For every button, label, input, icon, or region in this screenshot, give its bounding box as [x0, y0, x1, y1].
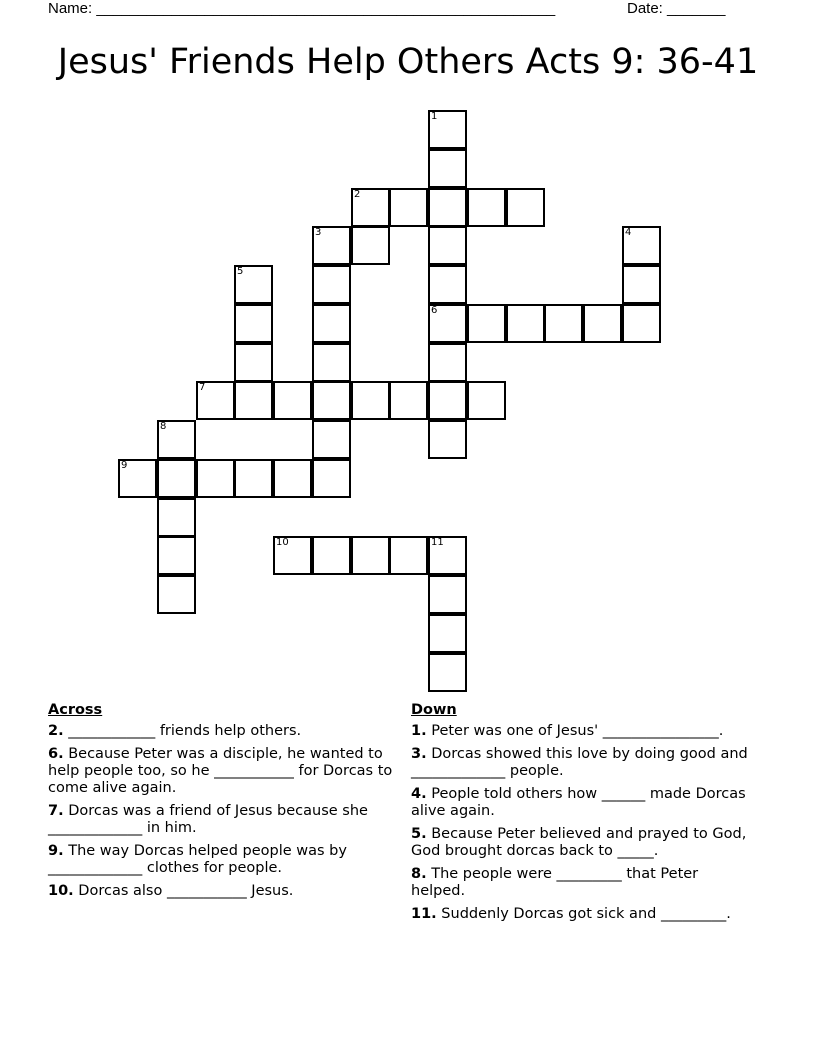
- crossword-cell[interactable]: [157, 498, 196, 537]
- clue-text: Suddenly Dorcas got sick and _________.: [436, 906, 731, 922]
- clue-num: 11.: [411, 906, 437, 922]
- clue-num: 8.: [411, 866, 427, 882]
- crossword-cell[interactable]: [234, 265, 273, 304]
- crossword-cell[interactable]: [467, 188, 506, 227]
- clue-num: 5.: [411, 826, 427, 842]
- crossword-cell[interactable]: [428, 265, 467, 304]
- clue-text: Because Peter was a disciple, he wanted to help people too, so he ___________ for Dorcas to come alive again.: [48, 746, 393, 796]
- crossword-cell[interactable]: [234, 304, 273, 343]
- clue-number: 9: [121, 460, 128, 471]
- crossword-cell[interactable]: [428, 420, 467, 459]
- crossword-cell[interactable]: [234, 381, 273, 420]
- page-title: Jesus' Friends Help Others Acts 9: 36-41: [57, 42, 759, 82]
- crossword-cell[interactable]: [428, 614, 467, 653]
- clue-item: [411, 826, 756, 860]
- across-clues: [48, 702, 408, 906]
- clue-item: [48, 843, 408, 877]
- crossword-cell[interactable]: [196, 459, 235, 498]
- crossword-cell[interactable]: [157, 536, 196, 575]
- crossword-cell[interactable]: [312, 459, 351, 498]
- crossword-cell[interactable]: [351, 226, 390, 265]
- clue-item: [48, 883, 408, 900]
- clue-text: The people were _________ that Peter helped.: [411, 866, 699, 899]
- crossword-cell[interactable]: [312, 343, 351, 382]
- crossword-cell[interactable]: [583, 304, 622, 343]
- clue-text: The way Dorcas helped people was by _____________ clothes for people.: [48, 843, 347, 876]
- clue-number: 8: [160, 421, 167, 432]
- crossword-cell[interactable]: [312, 536, 351, 575]
- crossword-cell[interactable]: [389, 381, 428, 420]
- crossword-cell[interactable]: [273, 536, 312, 575]
- crossword-cell[interactable]: [622, 265, 661, 304]
- crossword-cell[interactable]: [622, 226, 661, 265]
- crossword-cell[interactable]: [428, 381, 467, 420]
- clue-number: 6: [431, 305, 438, 316]
- crossword-cell[interactable]: [157, 459, 196, 498]
- date-field-line: Date: _______: [627, 0, 726, 17]
- clue-number: 3: [315, 227, 322, 238]
- clue-num: 9.: [48, 843, 64, 859]
- crossword-cell[interactable]: [312, 304, 351, 343]
- clue-number: 4: [625, 227, 632, 238]
- crossword-cell[interactable]: [118, 459, 157, 498]
- crossword-cell[interactable]: [622, 304, 661, 343]
- crossword-cell[interactable]: [157, 420, 196, 459]
- crossword-cell[interactable]: [351, 536, 390, 575]
- clue-number: 5: [237, 266, 244, 277]
- clue-num: 2.: [48, 723, 64, 739]
- clue-item: [411, 723, 756, 740]
- crossword-cell[interactable]: [312, 420, 351, 459]
- crossword-cell[interactable]: [351, 381, 390, 420]
- clue-text: Dorcas showed this love by doing good and _____________ people.: [411, 746, 748, 779]
- clue-item: [48, 746, 408, 797]
- crossword-cell[interactable]: [467, 381, 506, 420]
- crossword-cell[interactable]: [428, 536, 467, 575]
- clue-text: Because Peter believed and prayed to God, God brought dorcas back to _____.: [411, 826, 747, 859]
- crossword-cell[interactable]: [428, 575, 467, 614]
- clue-item: [48, 723, 408, 740]
- clue-number: 1: [431, 111, 438, 122]
- clue-item: [411, 786, 756, 820]
- crossword-cell[interactable]: [428, 188, 467, 227]
- clue-num: 4.: [411, 786, 427, 802]
- crossword-cell[interactable]: [467, 304, 506, 343]
- clue-text: Dorcas also ___________ Jesus.: [73, 883, 294, 899]
- down-heading: Down: [411, 702, 457, 718]
- crossword-cell[interactable]: [428, 110, 467, 149]
- clue-num: 7.: [48, 803, 64, 819]
- crossword-cell[interactable]: [428, 304, 467, 343]
- crossword-cell[interactable]: [544, 304, 583, 343]
- crossword-cell[interactable]: [428, 149, 467, 188]
- clue-item: [411, 906, 756, 923]
- clue-number: 11: [431, 537, 444, 548]
- clue-text: People told others how ______ made Dorcas alive again.: [411, 786, 746, 819]
- crossword-cell[interactable]: [157, 575, 196, 614]
- crossword-cell[interactable]: [234, 343, 273, 382]
- crossword-cell[interactable]: [312, 226, 351, 265]
- across-heading: Across: [48, 702, 103, 718]
- crossword-cell[interactable]: [506, 188, 545, 227]
- crossword-cell[interactable]: [312, 381, 351, 420]
- crossword-cell[interactable]: [351, 188, 390, 227]
- clue-number: 2: [354, 189, 361, 200]
- crossword-cell[interactable]: [428, 653, 467, 692]
- crossword-cell[interactable]: [428, 343, 467, 382]
- crossword-cell[interactable]: [389, 536, 428, 575]
- crossword-cell[interactable]: [196, 381, 235, 420]
- clue-item: [48, 803, 408, 837]
- clue-item: [411, 866, 756, 900]
- clue-num: 1.: [411, 723, 427, 739]
- clue-num: 10.: [48, 883, 74, 899]
- clue-number: 7: [199, 382, 206, 393]
- crossword-cell[interactable]: [506, 304, 545, 343]
- crossword-cell[interactable]: [273, 381, 312, 420]
- clue-text: Dorcas was a friend of Jesus because she _____________ in him.: [48, 803, 368, 836]
- down-clues: [411, 702, 756, 929]
- crossword-cell[interactable]: [389, 188, 428, 227]
- crossword-cell[interactable]: [312, 265, 351, 304]
- crossword-cell[interactable]: [273, 459, 312, 498]
- clue-text: Peter was one of Jesus' ________________.: [426, 723, 724, 739]
- clue-number: 10: [276, 537, 289, 548]
- clue-text: ____________ friends help others.: [63, 723, 302, 739]
- clue-num: 6.: [48, 746, 64, 762]
- name-field-line: Name: _______________________________________________________: [48, 0, 556, 17]
- crossword-cell[interactable]: [234, 459, 273, 498]
- crossword-cell[interactable]: [428, 226, 467, 265]
- clue-item: [411, 746, 756, 780]
- clue-num: 3.: [411, 746, 427, 762]
